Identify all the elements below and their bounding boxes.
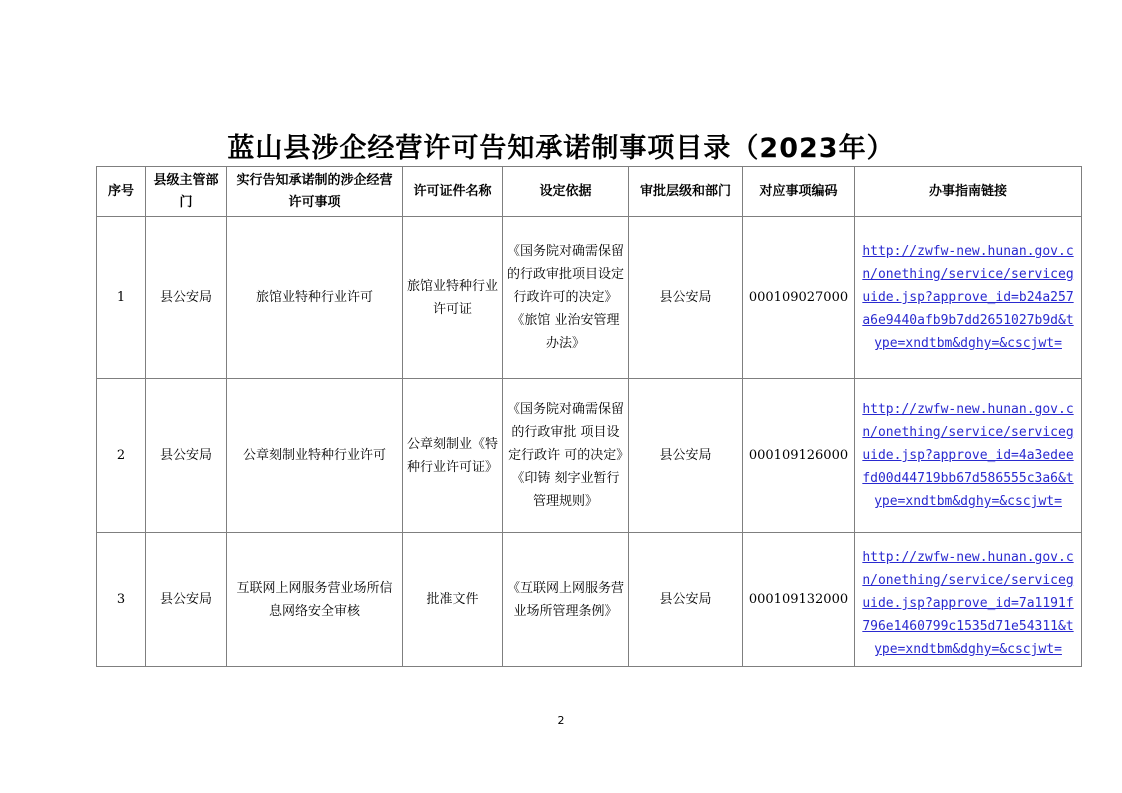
cell-code: 000109126000 bbox=[743, 379, 855, 533]
cell-level: 县公安局 bbox=[629, 533, 743, 667]
cell-item: 公章刻制业特种行业许可 bbox=[227, 379, 403, 533]
header-guide: 办事指南链接 bbox=[855, 167, 1082, 217]
cell-dept: 县公安局 bbox=[146, 379, 227, 533]
cell-license: 批准文件 bbox=[403, 533, 503, 667]
cell-level: 县公安局 bbox=[629, 379, 743, 533]
guide-link[interactable]: http://zwfw-new.hunan.gov.cn/onething/service/serviceguide.jsp?approve_id=b24a257a6e9440afb9b7dd2651027b9d&type=xndtbm&dghy=&cscjwt= bbox=[862, 244, 1074, 351]
table-header-row bbox=[97, 167, 1082, 217]
cell-item: 互联网上网服务营业场所信息网络安全审核 bbox=[227, 533, 403, 667]
guide-link[interactable]: http://zwfw-new.hunan.gov.cn/onething/service/serviceguide.jsp?approve_id=4a3edeefd00d44719bb67d586555c3a6&type=xndtbm&dghy=&cscjwt= bbox=[862, 402, 1074, 509]
cell-basis: 《互联网上网服务营业场所管理条例》 bbox=[503, 533, 629, 667]
cell-dept: 县公安局 bbox=[146, 533, 227, 667]
page-title: 蓝山县涉企经营许可告知承诺制事项目录（2023年） bbox=[227, 133, 895, 164]
header-item: 实行告知承诺制的涉企经营许可事项 bbox=[227, 167, 403, 217]
table-row bbox=[97, 379, 1082, 533]
cell-code: 000109132000 bbox=[743, 533, 855, 667]
cell-guide bbox=[855, 379, 1082, 533]
cell-dept: 县公安局 bbox=[146, 217, 227, 379]
table-row bbox=[97, 533, 1082, 667]
cell-seq: 1 bbox=[97, 217, 146, 379]
cell-basis: 《国务院对确需保留的行政审批 项目设定行政许 可的决定》《印铸 刻字业暂行管理规则》 bbox=[503, 379, 629, 533]
cell-basis: 《国务院对确需保留的行政审批项目设定行政许可的决定》《旅馆 业治安管理办法》 bbox=[503, 217, 629, 379]
header-dept: 县级主管部门 bbox=[146, 167, 227, 217]
cell-license: 旅馆业特种行业许可证 bbox=[403, 217, 503, 379]
cell-seq: 2 bbox=[97, 379, 146, 533]
header-level: 审批层级和部门 bbox=[629, 167, 743, 217]
page-number: 2 bbox=[557, 714, 565, 727]
cell-item: 旅馆业特种行业许可 bbox=[227, 217, 403, 379]
header-basis: 设定依据 bbox=[503, 167, 629, 217]
cell-code: 000109027000 bbox=[743, 217, 855, 379]
catalog-table bbox=[96, 166, 1082, 667]
cell-level: 县公安局 bbox=[629, 217, 743, 379]
cell-seq: 3 bbox=[97, 533, 146, 667]
cell-guide bbox=[855, 217, 1082, 379]
header-code: 对应事项编码 bbox=[743, 167, 855, 217]
cell-guide bbox=[855, 533, 1082, 667]
guide-link[interactable]: http://zwfw-new.hunan.gov.cn/onething/service/serviceguide.jsp?approve_id=7a1191f796e1460799c1535d71e54311&type=xndtbm&dghy=&cscjwt= bbox=[862, 550, 1074, 657]
header-seq: 序号 bbox=[97, 167, 146, 217]
cell-license: 公章刻制业《特种行业许可证》 bbox=[403, 379, 503, 533]
header-license: 许可证件名称 bbox=[403, 167, 503, 217]
table-row bbox=[97, 217, 1082, 379]
